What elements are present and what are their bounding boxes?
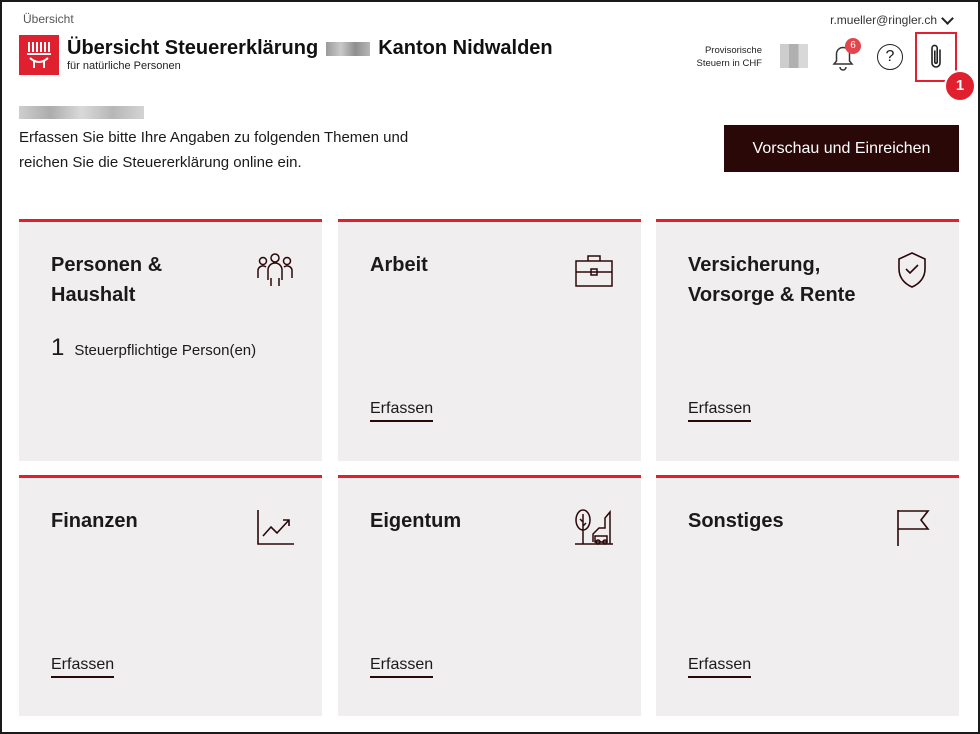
preview-submit-button[interactable]: Vorschau und Einreichen: [724, 125, 959, 172]
card-title: Sonstiges: [688, 510, 784, 532]
provisional-tax-label-line2: Steuern in CHF: [696, 58, 762, 69]
step-marker-badge: 1: [944, 70, 976, 102]
taxpayer-count: 1: [51, 334, 65, 361]
card-sonstiges[interactable]: [656, 475, 959, 716]
sonstiges-erfassen-link[interactable]: Erfassen: [688, 656, 751, 678]
provisional-tax-label: [680, 44, 762, 70]
nidwalden-coat-of-arms-icon: [19, 35, 59, 75]
card-eigentum[interactable]: [338, 475, 641, 716]
briefcase-icon: [573, 250, 615, 292]
card-title: Finanzen: [51, 510, 138, 532]
user-email[interactable]: r.mueller@ringler.ch: [830, 13, 937, 27]
paperclip-icon: [925, 42, 947, 72]
page-title: [67, 37, 553, 60]
breadcrumb[interactable]: Übersicht: [23, 12, 74, 26]
shield-check-icon: [891, 250, 933, 292]
people-group-icon: [254, 250, 296, 292]
card-title: Versicherung, Vorsorge & Rente: [688, 254, 856, 306]
finanzen-erfassen-link[interactable]: Erfassen: [51, 656, 114, 678]
card-arbeit[interactable]: [338, 219, 641, 461]
property-tree-car-icon: [573, 506, 615, 548]
taxpayer-count-row: [51, 334, 256, 362]
notification-count-badge: 6: [845, 38, 861, 54]
card-finanzen[interactable]: [19, 475, 322, 716]
card-title: Arbeit: [370, 254, 428, 276]
provisional-tax-label-line1: Provisorische: [704, 45, 762, 56]
user-menu[interactable]: [830, 13, 952, 27]
taxpayer-count-label: Steuerpflichtige Person(en): [74, 342, 257, 359]
chart-growth-icon: [254, 506, 296, 548]
versicherung-erfassen-link[interactable]: Erfassen: [688, 400, 751, 422]
card-personen-haushalt[interactable]: [19, 219, 322, 461]
page-title-suffix: Kanton Nidwalden: [378, 37, 553, 59]
card-title: Eigentum: [370, 510, 462, 532]
card-title: Personen & Haushalt: [51, 254, 163, 306]
provisional-tax-amount-redacted: [780, 44, 808, 68]
redacted-username: [19, 106, 144, 119]
arbeit-erfassen-link[interactable]: Erfassen: [370, 400, 433, 422]
intro-text: Erfassen Sie bitte Ihre Angaben zu folgenden Themen und reichen Sie die Steuererklärung online ein.: [19, 129, 409, 171]
eigentum-erfassen-link[interactable]: Erfassen: [370, 656, 433, 678]
help-circle-icon[interactable]: ?: [877, 44, 903, 70]
card-versicherung-vorsorge-rente[interactable]: [656, 219, 959, 461]
page-title-prefix: Übersicht Steuererklärung: [67, 37, 319, 59]
flag-icon: [891, 506, 933, 548]
chevron-down-icon[interactable]: [941, 12, 954, 25]
redacted-tax-year: [326, 42, 370, 56]
page-subtitle: für natürliche Personen: [67, 60, 181, 72]
